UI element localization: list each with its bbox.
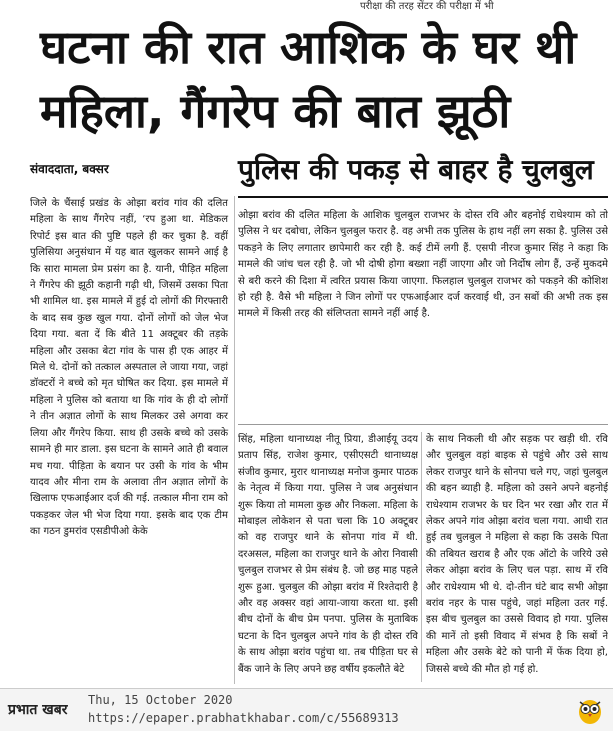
logo-text: प्रभात खबर [8, 702, 68, 718]
column-divider [421, 432, 422, 682]
section-divider [238, 424, 608, 425]
prabhat-khabar-logo[interactable] [8, 699, 80, 719]
headline-line-2: महिला, गैंगरेप की बात झूठी [40, 84, 511, 138]
article-column-1: जिले के चैंसाई प्रखंड के ओझा बरांव गांव की दलित महिला के साथ गैंगरेप नहीं, ‘रप हुआ था. मेडिकल रिपोर्ट इस बात की पुष्टि पहले ही कर चुका है. वहीं पुलिसिया अनुसंधान में यह बात खुलकर सामने आई है कि सारा मामला प्रेम प्रसंग का है. यानी, पीड़ित महिला ने गैंगरेप की झूठी कहानी गढ़ी थी, जिसमें उसका पिता भी शामिल था. इस मामले में हुई दो लोगों की गिरफ्तारी के बाद सब कुछ खुल गया. दोनों लोगों को जेल भेज दिया गया. बता दें कि बीते 11 अक्टूबर की तड़के महिला और उसका बेटा गांव के पास ही एक आहर में मिले थे. दोनों को तत्काल अस्पताल ले जाया गया, जहां डॉक्टरों ने बच्चे को मृत घोषित कर दिया. इस मामले में महिला ने पुलिस को बताया था कि गांव के ही दो लोगों ने तीन अज्ञात लोगों के साथ मिलकर उसे अगवा कर लिया और गैंगरेप किया. साथ ही उसके बच्चे को उसके सामने ही मार डाला. इस घटना के सामने आते ही बवाल मच गया. पीड़िता के बयान पर उसी के गांव के भीम यादव और मीना राम के अलावा तीन अज्ञात लोगों के खिलाफ एफआईआर दर्ज की गई. तत्काल मीना राम को पकड़कर जेल भी भेज दिया गया. इसके बाद एक टीम का गठन डुमरांव एसडीपीओ केके [30, 196, 235, 684]
article-column-2: सिंह, महिला थानाध्यक्ष नीतू प्रिया, डीआईयू उदय प्रताप सिंह, राजेश कुमार, एसीएसटी थानाध्यक्ष संजीव कुमार, मुरार थानाध्यक्ष मनोज कुमार पाठक के नेतृत्व में किया गया. पुलिस ने जब अनुसंधान शुरू किया तो मामला कुछ और निकला. महिला के मोबाइल लोकेशन से पता चला कि 10 अक्टूबर को वह राजपुर थाने के सोनपा गांव में थी. दरअसल, महिला का राजपुर थाने के ओरा निवासी चुलबुल राजभर से प्रेम संबंध है. जो छह माह पहले शुरू हुआ. चुलबुल की ओझा बरांव में रिश्तेदारी है और वह अक्सर वहां आया-जाया करता था. इसी बीच दोनों के बीच प्रेम पनपा. पुलिस के मुताबिक घटना के दिन चुलबुल अपने गांव के ही दोस्त रवि के साथ ओझा बरांव पहुंचा था. तब पीड़िता घर से बैंक जाने के लिए अपने छह वर्षीय इकलौते बेटे [238, 434, 418, 675]
subhead-rule [238, 196, 608, 198]
owl-icon[interactable] [575, 695, 605, 725]
article-box-text: ओझा बरांव की दलित महिला के आशिक चुलबुल राजभर के दोस्त रवि और बहनोई राधेश्याम को तो पुलिस ने धर दबोचा, लेकिन चुलबुल फरार है. वह अभी तक पुलिस के हाथ नहीं लग सका है. पुलिस उसे पकड़ने के लिए लगातार छापेमारी कर रही है. कई टीमें लगी हैं. एसपी नीरज कुमार सिंह ने कहा कि मामले की जांच चल रही है. जो भी दोषी होगा बख्शा नहीं जाएगा और जो निर्दोष लोग हैं, उन्हें मुकदमे से बरी करने की दिशा में त्वरित प्रयास किया जाएगा. फिलहाल चुलबुल राजभर को पकड़ने की कोशिश हो रही है. वैसे भी महिला ने जिन लोगों पर एफआईआर दर्ज करवाई थी, उन सबों की अभी तक इस मामले में किसी तरह की संलिप्तता सामने नहीं आई है. [238, 210, 608, 320]
subhead: पुलिस की पकड़ से बाहर है चुलबुल [238, 153, 594, 186]
footer-bar [0, 688, 613, 731]
owl-icon-svg [575, 695, 605, 725]
article-column-3: के साथ निकली थी और सड़क पर खड़ी थी. रवि और चुलबुल वहां बाइक से पहुंचे और उसे साथ लेकर राजपुर थाने के सोनपा चले गए, जहां चुलबुल की बहन ब्याही है. महिला को उसने अपने बहनोई राधेश्याम राजभर के घर दिन भर रखा और रात में लेकर अपने गांव ओझा बरांव चला गया. आधी रात हुई तब चुलबुल ने महिला से कहा कि उसके पिता की तबियत खराब है और एक ऑटो के जरिये उसे लेकर ओझा बरांव के लिए चल पड़ा. साथ में रवि और राधेश्याम भी थे. दो-तीन घंटे बाद सभी ओझा बरांव नहर के पास पहुंचे, जहां महिला उतर गई. इस बीच चुलबुल का उससे विवाद हो गया. पुलिस की मानें तो इसी विवाद में संभव है कि सबों ने महिला और उसके बेटे को पानी में फेंक दिया हो, जिससे बच्चे की मौत हो गई हो. [426, 434, 608, 675]
epaper-url-link[interactable]: https://epaper.prabhatkhabar.com/c/55689313 [88, 711, 399, 725]
publication-date: Thu, 15 October 2020 [88, 693, 233, 707]
byline: संवाददाता, बक्सर [30, 162, 109, 176]
headline-line-1: घटना की रात आशिक के घर थी [40, 20, 577, 74]
top-strip-text: परीक्षा की तरह सेंटर की परीक्षा में भी [360, 1, 494, 12]
